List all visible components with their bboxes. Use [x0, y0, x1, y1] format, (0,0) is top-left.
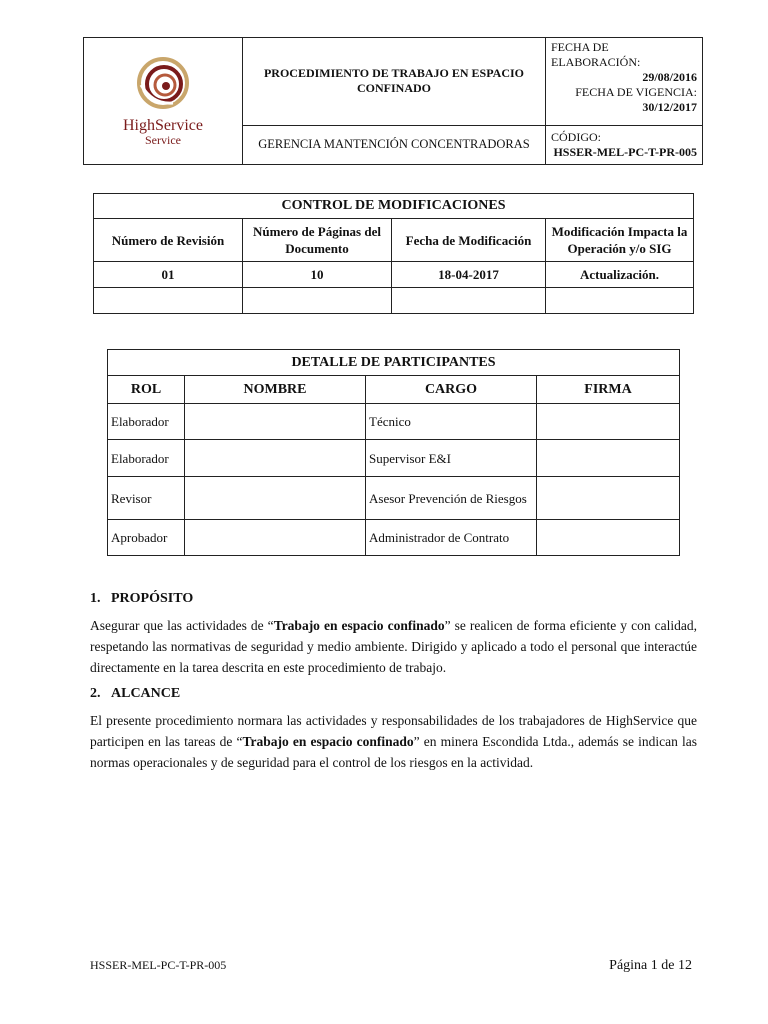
- cell-date: 18-04-2017: [392, 262, 546, 288]
- para-text: Asegurar que las actividades de “: [90, 618, 274, 633]
- cell-cargo: Supervisor E&I: [366, 440, 537, 477]
- fecha-vigencia-label: FECHA DE VIGENCIA:: [575, 85, 697, 99]
- modifications-title: CONTROL DE MODIFICACIONES: [94, 194, 694, 219]
- header-firma: FIRMA: [537, 376, 680, 404]
- cell-impact: [546, 288, 694, 314]
- company-logo: [84, 38, 243, 165]
- header-nombre: NOMBRE: [185, 376, 366, 404]
- fecha-vigencia-value: 30/12/2017: [642, 100, 697, 114]
- fecha-elaboracion-value: 29/08/2016: [642, 70, 697, 84]
- participants-table: [107, 349, 680, 556]
- section-proposito-text: [90, 615, 697, 678]
- header-impact: Modificación Impacta la Operación y/o SIG: [546, 219, 694, 262]
- swirl-logo-icon: [133, 55, 193, 111]
- section-alcance-text: [90, 710, 697, 773]
- cell-date: [392, 288, 546, 314]
- header-cargo: CARGO: [366, 376, 537, 404]
- cell-pages: 10: [243, 262, 392, 288]
- para-text: ” en minera Escondida Ltda., además se indican las normas operacionales y de seguridad para el control de los riesgos en la actividad.: [90, 734, 698, 770]
- header-date: Fecha de Modificación: [392, 219, 546, 262]
- document-header: [83, 37, 703, 165]
- para-text: El presente procedimiento normara las actividades y responsabilidades de los trabajadores de HighService que participen en las tareas de “: [90, 713, 697, 749]
- table-row: [108, 440, 680, 477]
- cell-impact: Actualización.: [546, 262, 694, 288]
- section-alcance-title: 2. ALCANCE: [90, 686, 181, 701]
- cell-nombre: [185, 477, 366, 520]
- cell-nombre: [185, 440, 366, 477]
- cell-revision: [94, 288, 243, 314]
- cell-cargo: Técnico: [366, 404, 537, 440]
- cell-rol: Revisor: [108, 477, 185, 520]
- table-row: [94, 262, 694, 288]
- header-rol: ROL: [108, 376, 185, 404]
- para-text: ” se realicen de forma eficiente y con calidad, respetando las normativas de seguridad y medio ambiente. Dirigido y aplicado a todo el personal que interactúe directamente en la tarea descrita en este procedimiento de trabajo.: [90, 618, 697, 675]
- section-proposito-title: 1. PROPÓSITO: [90, 591, 194, 606]
- cell-rol: Elaborador: [108, 404, 185, 440]
- codigo-value: HSSER-MEL-PC-T-PR-005: [553, 144, 697, 159]
- header-revision: Número de Revisión: [94, 219, 243, 262]
- table-row: [108, 520, 680, 556]
- cell-nombre: [185, 520, 366, 556]
- cell-nombre: [185, 404, 366, 440]
- table-row: [94, 288, 694, 314]
- code-cell: [546, 125, 703, 165]
- cell-firma: [537, 477, 680, 520]
- cell-firma: [537, 520, 680, 556]
- footer-code: HSSER-MEL-PC-T-PR-005: [90, 958, 227, 972]
- para-bold: Trabajo en espacio confinado: [273, 618, 445, 633]
- page-number: Página 1 de 12: [609, 958, 692, 973]
- header-pages: Número de Páginas del Documento: [243, 219, 392, 262]
- table-row: [108, 477, 680, 520]
- cell-rol: Aprobador: [108, 520, 185, 556]
- para-bold: Trabajo en espacio confinado: [242, 734, 414, 749]
- cell-rol: Elaborador: [108, 440, 185, 477]
- cell-firma: [537, 440, 680, 477]
- company-subname: Service: [145, 133, 181, 147]
- cell-firma: [537, 404, 680, 440]
- fecha-elaboracion-label: FECHA DE ELABORACIÓN:: [551, 40, 641, 69]
- table-row: [108, 404, 680, 440]
- company-name: HighService: [123, 117, 203, 134]
- cell-revision: 01: [94, 262, 243, 288]
- cell-cargo: Asesor Prevención de Riesgos: [366, 477, 537, 520]
- cell-cargo: Administrador de Contrato: [366, 520, 537, 556]
- dates-cell: [546, 38, 703, 126]
- modifications-table: [93, 193, 694, 314]
- codigo-label: CÓDIGO:: [551, 129, 601, 144]
- department-name: GERENCIA MANTENCIÓN CONCENTRADORAS: [243, 125, 546, 165]
- cell-pages: [243, 288, 392, 314]
- participants-title: DETALLE DE PARTICIPANTES: [108, 350, 680, 376]
- document-title: PROCEDIMIENTO DE TRABAJO EN ESPACIO CONFINADO: [243, 38, 546, 126]
